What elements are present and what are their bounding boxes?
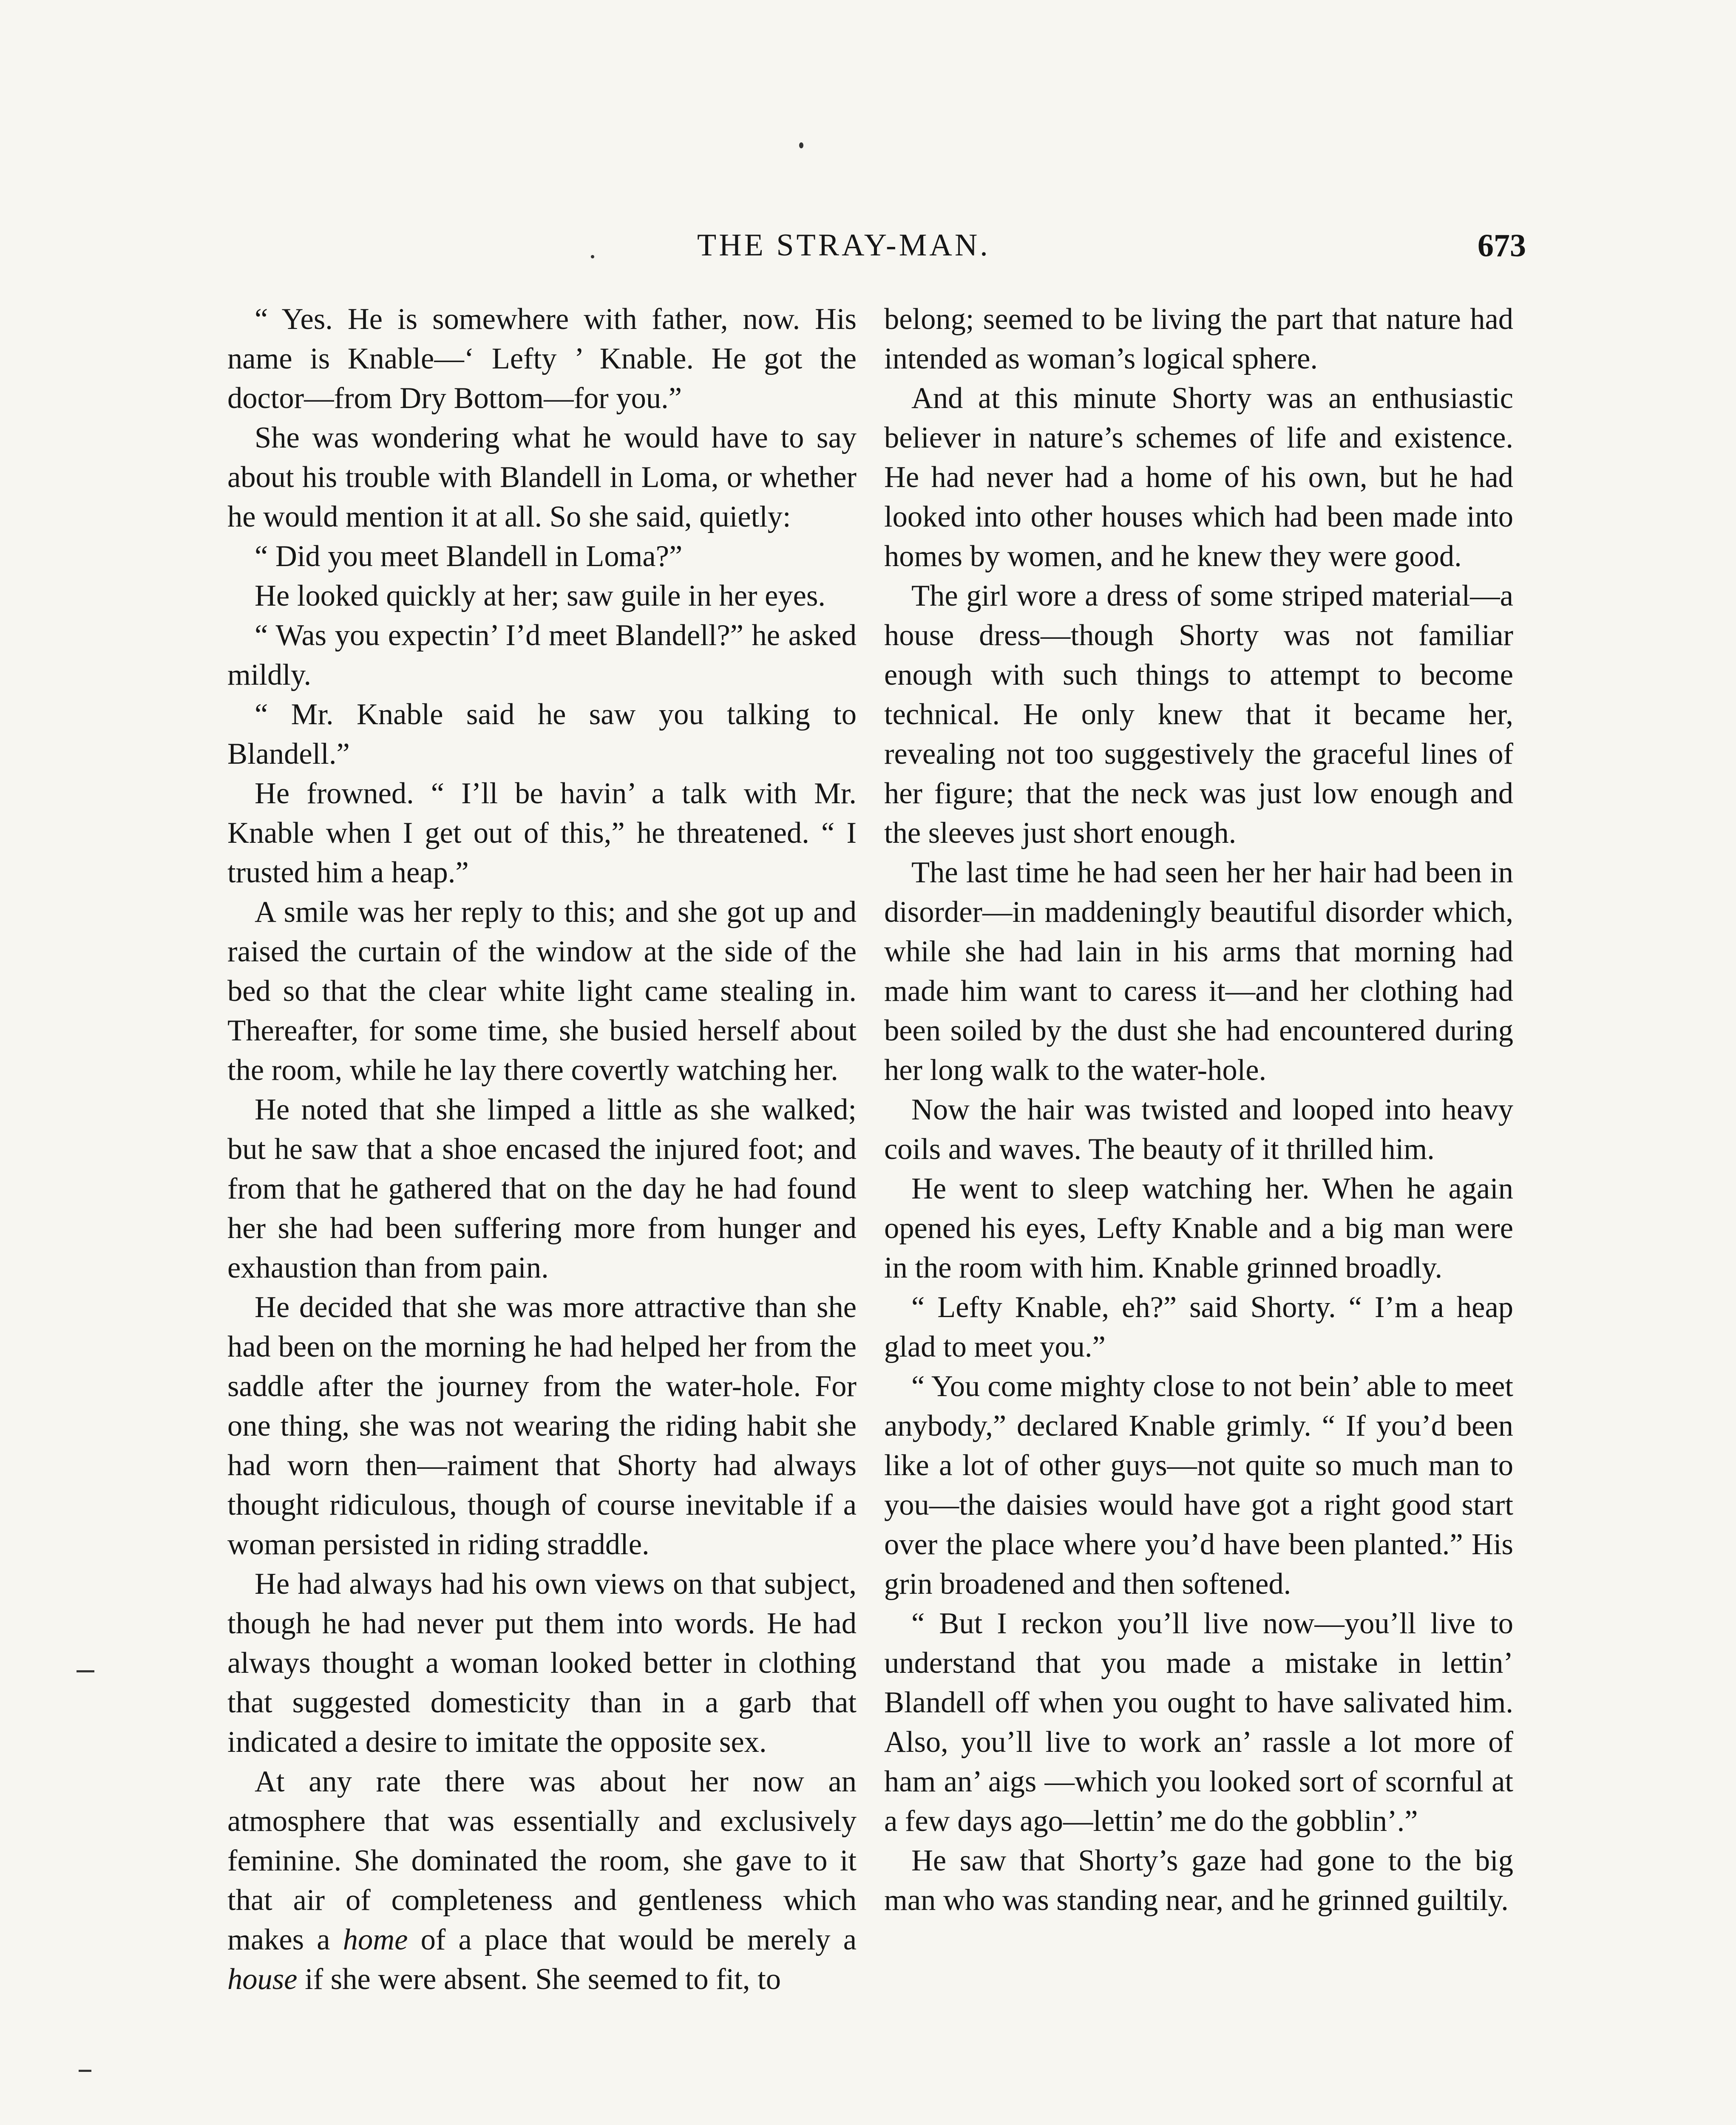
paragraph: She was wondering what he would have to say about his trouble with Blandell in Loma, or whether he would mention it at all. So she said, quietly: [227, 421, 857, 533]
left-column [227, 300, 857, 1999]
paragraph: “ Mr. Knable said he saw you talking to Blandell.” [227, 698, 857, 771]
page-title: THE STRAY-MAN. [697, 228, 990, 263]
running-head [213, 227, 1526, 270]
paragraph: Now the hair was twisted and looped into heavy coils and waves. The beauty of it thrilled him. [884, 1093, 1513, 1166]
page-number: 673 [1478, 228, 1526, 264]
paragraph: He looked quickly at her; saw guile in her eyes. [255, 579, 826, 612]
paragraph: “ Yes. He is somewhere with father, now. His name is Knable—‘ Lefty ’ Knable. He got the doctor—from Dry Bottom—for you.” [227, 303, 857, 415]
paragraph: He went to sleep watching her. When he again opened his eyes, Lefty Knable and a big man were in the room with him. Knable grinned broadly. [884, 1172, 1513, 1284]
margin-mark [77, 1670, 94, 1672]
paragraph: He frowned. “ I’ll be havin’ a talk with Mr. Knable when I get out of this,” he threatened. “ I trusted him a heap.” [227, 777, 857, 889]
paragraph: “ Lefty Knable, eh?” said Shorty. “ I’m a heap glad to meet you.” [884, 1291, 1513, 1363]
paragraph: He noted that she limped a little as she walked; but he saw that a shoe encased the injured foot; and from that he gathered that on the day he had found her she had been suffering more from hunger and exhaustion than from pain. [227, 1093, 857, 1284]
paragraph: “ Did you meet Blandell in Loma?” [255, 540, 683, 573]
scan-speck [799, 142, 803, 148]
scan-speck [591, 255, 594, 258]
paragraph: At any rate there was about her now an atmosphere that was essentially and exclusively feminine. She dominated the room, she gave to it that air of completeness and gentleness which makes a home of a place that would be merely a house if she were absent. She seemed to fit, to [227, 1765, 857, 1996]
paragraph: The last time he had seen her her hair had been in disorder—in maddeningly beautiful disorder which, while she had lain in his arms that morning had made him want to caress it—and her clothing had been soiled by the dust she had encountered during her long walk to the water-hole. [884, 856, 1513, 1087]
paragraph: The girl wore a dress of some striped material—a house dress—though Shorty was not familiar enough with such things to attempt to become technical. He only knew that it became her, revealing not too suggestively the graceful lines of her figure; that the neck was just low enough and the sleeves just short enough. [884, 579, 1513, 850]
paragraph: “ Was you expectin’ I’d meet Blandell?” he asked mildly. [227, 619, 857, 691]
margin-mark [79, 2070, 91, 2072]
paragraph: He had always had his own views on that subject, though he had never put them into words. He had always thought a woman looked better in clothing that suggested domesticity than in a garb that indicated a desire to imitate the opposite sex. [227, 1567, 857, 1759]
paragraph: A smile was her reply to this; and she got up and raised the curtain of the window at the side of the bed so that the clear white light came stealing in. Thereafter, for some time, she busied herself about the room, while he lay there covertly watching her. [227, 895, 857, 1087]
right-column [884, 300, 1513, 1920]
paragraph: He decided that she was more attractive than she had been on the morning he had helped her from the saddle after the journey from the water-hole. For one thing, she was not wearing the riding habit she had worn then—raiment that Shorty had always thought ridiculous, though of course inevitable if a woman persisted in riding straddle. [227, 1291, 857, 1561]
paragraph: He saw that Shorty’s gaze had gone to the big man who was standing near, and he grinned guiltily. [884, 1844, 1513, 1917]
paragraph: “ But I reckon you’ll live now—you’ll live to understand that you made a mistake in lettin’ Blandell off when you ought to have salivated him. Also, you’ll live to work an’ rassle a lot more of ham an’ aigs —which you looked sort of scornful at a few days ago—lettin’ me do the gobblin’.” [884, 1607, 1513, 1838]
paragraph: belong; seemed to be living the part that nature had intended as woman’s logical sphere. [884, 303, 1513, 375]
paragraph: And at this minute Shorty was an enthusiastic believer in nature’s schemes of life and existence. He had never had a home of his own, but he had looked into other houses which had been made into homes by women, and he knew they were good. [884, 382, 1513, 573]
paragraph: “ You come mighty close to not bein’ able to meet anybody,” declared Knable grimly. “ If you’d been like a lot of other guys—not quite so much man to you—the daisies would have got a right good start over the place where you’d have been planted.” His grin broadened and then softened. [884, 1370, 1513, 1601]
